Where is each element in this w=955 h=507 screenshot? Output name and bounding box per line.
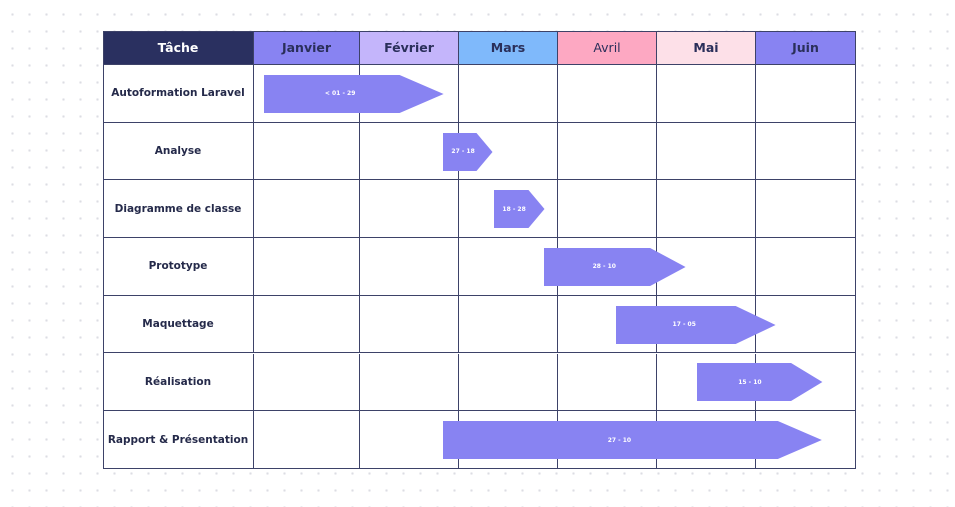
task-name: Rapport & Présentation — [107, 433, 249, 446]
header-month-fevrier — [360, 31, 459, 65]
month-cell — [558, 354, 657, 412]
month-label: Mai — [693, 40, 719, 55]
task-name: Analyse — [154, 145, 202, 158]
month-cell — [756, 238, 856, 296]
month-cell — [558, 180, 657, 238]
header-month-mars — [459, 31, 558, 65]
month-label: Juin — [792, 40, 819, 55]
month-cell — [459, 65, 558, 123]
month-cell — [657, 65, 756, 123]
month-cell — [360, 180, 459, 238]
gantt-chart — [103, 31, 856, 469]
task-name: Prototype — [148, 260, 208, 273]
month-cell — [558, 123, 657, 181]
task-name: Réalisation — [144, 375, 212, 388]
month-cell — [756, 123, 856, 181]
task-name: Diagramme de classe — [114, 202, 242, 215]
month-cell — [657, 180, 756, 238]
month-cell — [756, 180, 856, 238]
month-cell — [360, 296, 459, 354]
task-name: Autoformation Laravel — [111, 87, 245, 100]
task-bar-label: 17 - 05 — [672, 321, 696, 329]
month-cell — [254, 411, 360, 469]
month-label: Janvier — [281, 40, 332, 55]
month-cell — [459, 354, 558, 412]
header-month-juin — [756, 31, 856, 65]
task-bar-label: < 01 - 29 — [324, 90, 356, 98]
task-cell — [103, 123, 254, 181]
task-cell — [103, 238, 254, 296]
month-cell — [254, 180, 360, 238]
header-task-label: Tâche — [157, 40, 199, 55]
month-cell — [254, 354, 360, 412]
task-bar-label: 27 - 10 — [607, 436, 632, 444]
header-month-avril — [558, 31, 657, 65]
month-cell — [254, 296, 360, 354]
task-cell — [103, 354, 254, 412]
month-cell — [254, 238, 360, 296]
month-cell — [756, 65, 856, 123]
task-cell — [103, 411, 254, 469]
header-month-mai — [657, 31, 756, 65]
month-cell — [459, 296, 558, 354]
month-cell — [360, 354, 459, 412]
month-cell — [657, 123, 756, 181]
task-bar-label: 27 - 18 — [451, 148, 475, 156]
month-label: Février — [384, 40, 434, 55]
task-bar-label: 18 - 28 — [502, 205, 526, 213]
month-label: Avril — [593, 40, 621, 55]
header-task — [103, 31, 254, 65]
task-cell — [103, 65, 254, 123]
header-month-janvier — [254, 31, 360, 65]
task-cell — [103, 180, 254, 238]
task-name: Maquettage — [142, 318, 214, 331]
month-cell — [254, 123, 360, 181]
month-cell — [558, 65, 657, 123]
task-bar-label: 28 - 10 — [592, 263, 616, 271]
task-bar-label: 15 - 10 — [738, 378, 762, 386]
month-cell — [360, 238, 459, 296]
task-cell — [103, 296, 254, 354]
month-label: Mars — [490, 40, 526, 55]
